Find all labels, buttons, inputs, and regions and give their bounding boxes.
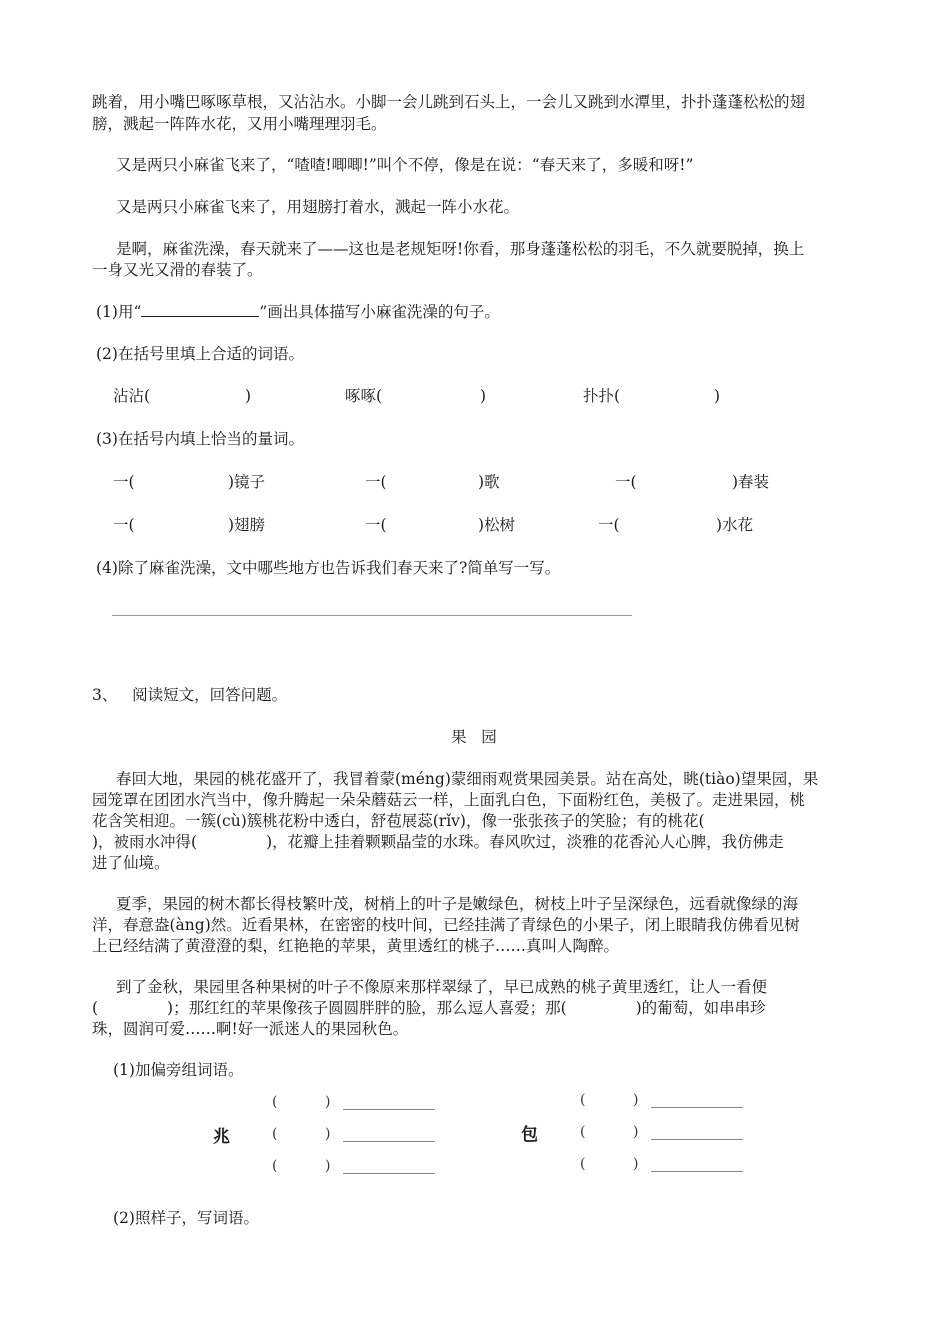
q3-word: )松树: [478, 516, 516, 534]
passage-line: 是啊，麻雀洗澡，春天就来了——这也是老规矩呀!你看，那身蓬蓬松松的羽毛，不久就要脱掉，换上: [116, 240, 805, 258]
q1-suffix: ”画出具体描写小麻雀洗澡的句子。: [259, 303, 500, 321]
q3-blank: 一(: [113, 473, 135, 491]
radical-char-left: 兆: [213, 1127, 230, 1147]
paren-close: ): [633, 1092, 639, 1108]
passage-line: 膀，溅起一阵阵水花，又用小嘴理理羽毛。: [92, 115, 387, 133]
article-line: 珠，圆润可爱……啊!好一派迷人的果园秋色。: [92, 1020, 409, 1038]
q3-word: )春装: [732, 473, 770, 491]
q2-item-close: ): [245, 387, 252, 405]
answer-line: [343, 1109, 435, 1110]
article-line: 园笼罩在团团水汽当中，像升腾起一朵朵蘑菇云一样，上面乳白色，下面粉红色，美极了。走进果园，桃: [92, 791, 806, 809]
paren-open: (: [272, 1094, 278, 1110]
q2-item-open: 啄啄(: [345, 387, 383, 405]
section3-question-2: (2)照样子，写词语。: [113, 1209, 259, 1227]
answer-line: [651, 1171, 743, 1172]
passage-paragraph: 又是两只小麻雀飞来了，用翅膀打着水，溅起一阵小水花。: [116, 198, 520, 216]
paren-open: (: [272, 1126, 278, 1142]
q2-item-close: ): [714, 387, 721, 405]
paren-open: (: [580, 1124, 586, 1140]
question-1: [96, 302, 500, 322]
q3-blank: 一(: [598, 516, 620, 534]
answer-line: [343, 1173, 435, 1174]
underline-sample: [141, 302, 259, 317]
article-line: 花含笑相迎。一簇(cù)簇桃花粉中透白，舒苞展蕊(rǐv)，像一张张孩子的笑脸；有的桃花(: [92, 812, 705, 830]
passage-paragraph: 又是两只小麻雀飞来了，“喳喳!唧唧!”叫个不停，像是在说：“春天来了，多暖和呀!”: [116, 156, 694, 174]
q3-blank: 一(: [365, 516, 387, 534]
paren-open: (: [580, 1156, 586, 1172]
q3-blank: 一(: [365, 473, 387, 491]
article-line: 夏季，果园的树木都长得枝繁叶茂，树梢上的叶子是嫩绿色，树枝上叶子呈深绿色，远看就像绿的海: [116, 895, 799, 913]
paren-close: ): [633, 1124, 639, 1140]
question-3: (3)在括号内填上恰当的量词。: [96, 430, 304, 448]
article-line: 春回大地，果园的桃花盛开了，我冒着蒙(méng)蒙细雨观赏果园美景。站在高处，眺(tiào)望果园，果: [116, 770, 819, 788]
section-heading: 3、 阅读短文，回答问题。: [92, 686, 288, 704]
q3-word: )镜子: [228, 473, 266, 491]
paren-close: ): [325, 1158, 331, 1174]
question-4: (4)除了麻雀洗澡，文中哪些地方也告诉我们春天来了?简单写一写。: [96, 559, 561, 577]
q3-word: )水花: [716, 516, 754, 534]
answer-line: [651, 1107, 743, 1108]
article-line: 到了金秋，果园里各种果树的叶子不像原来那样翠绿了，早已成熟的桃子黄里透红，让人一看便: [116, 978, 768, 996]
radical-char-right: 包: [521, 1125, 538, 1145]
article-line: 进了仙境。: [92, 854, 170, 872]
q3-blank: 一(: [615, 473, 637, 491]
q1-prefix: (1)用“: [96, 303, 142, 321]
question-2: (2)在括号里填上合适的词语。: [96, 345, 304, 363]
answer-line: [343, 1141, 435, 1142]
q3-word: )歌: [478, 473, 500, 491]
q2-item-close: ): [480, 387, 487, 405]
paren-open: (: [272, 1158, 278, 1174]
paren-open: (: [580, 1092, 586, 1108]
paren-close: ): [633, 1156, 639, 1172]
article-line: ( )；那红红的苹果像孩子圆圆胖胖的脸，那么逗人喜爱；那( )的葡萄，如串串珍: [92, 999, 766, 1017]
q3-blank: 一(: [113, 516, 135, 534]
paren-close: ): [325, 1094, 331, 1110]
article-title: 果 园: [451, 728, 497, 746]
q2-item-open: 扑扑(: [583, 387, 621, 405]
answer-line: [112, 615, 632, 616]
paren-close: ): [325, 1126, 331, 1142]
q2-item-open: 沾沾(: [113, 387, 151, 405]
q3-word: )翅膀: [228, 516, 266, 534]
section3-question-1: (1)加偏旁组词语。: [113, 1061, 244, 1079]
passage-line: 一身又光又滑的春装了。: [92, 261, 263, 279]
answer-line: [651, 1139, 743, 1140]
article-line: 上已经结满了黄澄澄的梨，红艳艳的苹果，黄里透红的桃子……真叫人陶醉。: [92, 937, 620, 955]
passage-line: 跳着，用小嘴巴啄啄草根，又沾沾水。小脚一会儿跳到石头上，一会儿又跳到水潭里，扑扑蓬蓬松松的翅: [92, 93, 806, 111]
article-line: )，被雨水冲得( )，花瓣上挂着颗颗晶莹的水珠。春风吹过，淡雅的花香沁人心脾，我仿佛走: [92, 833, 784, 851]
article-line: 洋，春意盎(àng)然。近看果林，在密密的枝叶间，已经挂满了青绿色的小果子，闭上眼睛我仿佛看见树: [92, 916, 800, 934]
